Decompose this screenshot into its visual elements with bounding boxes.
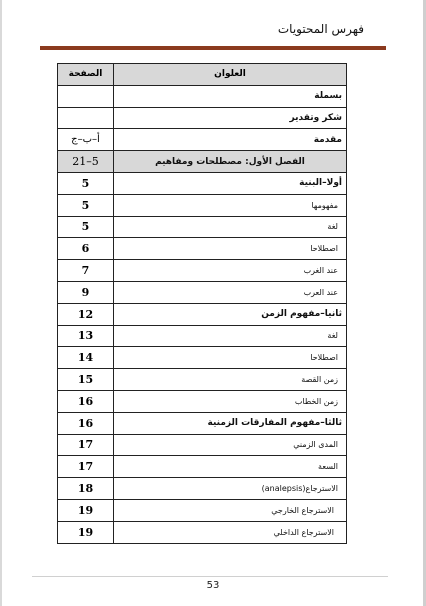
toc-entry-title: مفهومها [114,194,347,216]
toc-entry-title: ثالثا–مفهوم المفارقات الزمنية [114,412,347,434]
toc-row [58,499,347,521]
toc-row [58,478,347,500]
toc-row [58,260,347,282]
toc-entry-page [58,85,114,107]
toc-entry-page: 6 [58,238,114,260]
toc-entry-title: الاسترجاع الخارجي [114,499,347,521]
toc-row [58,303,347,325]
toc-row [58,281,347,303]
toc-chapter-row [58,151,347,173]
toc-entry-page: 5–21 [58,151,114,173]
toc-entry-page: 16 [58,412,114,434]
toc-entry-title: لغة [114,325,347,347]
toc-entry-page: 18 [58,478,114,500]
toc-entry-page: 13 [58,325,114,347]
toc-entry-title: اصطلاحا [114,238,347,260]
toc-row [58,194,347,216]
toc-entry-page: 5 [58,216,114,238]
toc-entry-page: أ–ب–ج [58,129,114,151]
toc-entry-title: اصطلاحا [114,347,347,369]
toc-entry-title: زمن الخطاب [114,390,347,412]
toc-entry-page [58,107,114,129]
toc-entry-page: 14 [58,347,114,369]
toc-entry-page: 17 [58,434,114,456]
toc-entry-page: 5 [58,194,114,216]
footer-rule [32,576,388,577]
toc-entry-title: عند العرب [114,281,347,303]
toc-row [58,412,347,434]
toc-entry-title: ثانيا–مفهوم الزمن [114,303,347,325]
toc-row [58,347,347,369]
title-rule [40,46,386,50]
toc-entry-page: 19 [58,499,114,521]
toc-header-row [58,64,347,86]
toc-entry-page: 7 [58,260,114,282]
toc-row [58,434,347,456]
toc-entry-title: لغة [114,216,347,238]
toc-entry-title: الفصل الأول: مصطلحات ومفاهيم [114,151,347,173]
title-column-header: العلوان [114,64,347,86]
toc-row [58,216,347,238]
toc-entry-page: 19 [58,521,114,543]
toc-row [58,107,347,129]
page-number: 53 [206,580,220,591]
toc-entry-title: شكر وتقدير [114,107,347,129]
toc-row [58,456,347,478]
page-title: فهرس المحتويات [277,22,364,36]
toc-entry-title: المدى الزمني [114,434,347,456]
toc-row [58,521,347,543]
toc-entry-title: بسملة [114,85,347,107]
toc-entry-title: مقدمة [114,129,347,151]
toc-row [58,325,347,347]
toc-entry-title: أولا–البنية [114,172,347,194]
toc-row [58,172,347,194]
toc-entry-page: 16 [58,390,114,412]
toc-entry-page: 15 [58,369,114,391]
toc-entry-page: 17 [58,456,114,478]
toc-row [58,85,347,107]
toc-entry-title: زمن القصة [114,369,347,391]
toc-table [57,63,347,544]
toc-row [58,238,347,260]
toc-entry-title: الاسترجاع(analepsis) [114,478,347,500]
page-column-header: الصفحة [58,64,114,86]
toc-entry-title: السعة [114,456,347,478]
toc-entry-title: عند الغرب [114,260,347,282]
toc-entry-page: 12 [58,303,114,325]
toc-entry-title: الاسترجاع الداخلي [114,521,347,543]
toc-row [58,390,347,412]
toc-entry-page: 9 [58,281,114,303]
toc-row [58,129,347,151]
toc-entry-page: 5 [58,172,114,194]
page-edge [0,0,2,606]
toc-row [58,369,347,391]
